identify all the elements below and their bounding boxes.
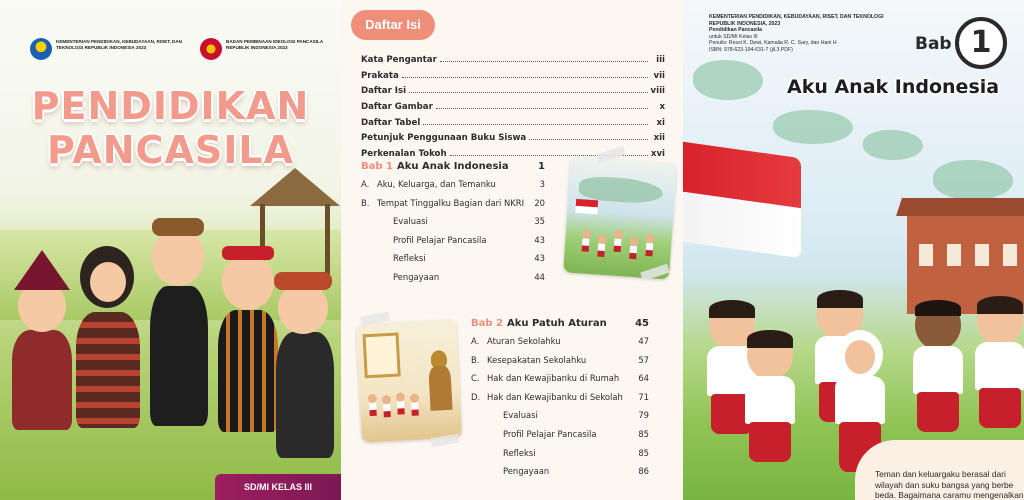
entry-title: Tempat Tinggalku Bagian dari NKRI bbox=[377, 197, 525, 208]
toc-row bbox=[361, 102, 665, 118]
meta-line: untuk SD/MI Kelas III bbox=[709, 33, 758, 40]
entry-title: Profil Pelajar Pancasila bbox=[393, 234, 487, 245]
toc-row-leader-dots bbox=[423, 124, 648, 125]
toc-row-page: xvi bbox=[650, 149, 665, 160]
entry-title: Kesepakatan Sekolahku bbox=[487, 354, 587, 365]
entry-page: 71 bbox=[638, 391, 649, 402]
chapter-1-entries bbox=[361, 161, 545, 291]
intro-line: beda. Bagaimana caramu mengenalkan bbox=[875, 490, 1024, 500]
toc-row bbox=[361, 118, 665, 134]
toc-row-label: Perkenalan Tokoh bbox=[361, 149, 447, 160]
toc-row-leader-dots bbox=[440, 61, 648, 62]
meta-line: REPUBLIK INDONESIA, 2023 bbox=[709, 20, 781, 27]
intro-line: wilayah dan suku bangsa yang berbe bbox=[875, 479, 1014, 490]
entry-page: 44 bbox=[534, 271, 545, 282]
book-metadata bbox=[709, 14, 919, 54]
toc-row-page: vii bbox=[653, 70, 665, 81]
chapter-heading-title: Aku Patuh Aturan bbox=[506, 318, 607, 329]
indonesia-map-illustration bbox=[933, 160, 1013, 200]
entry-page: 20 bbox=[534, 197, 545, 208]
chapter-label: Bab bbox=[915, 34, 952, 54]
chapter-bab-label: Bab 1 bbox=[361, 161, 393, 172]
indonesia-map-illustration bbox=[863, 130, 923, 160]
entry-key: C. bbox=[471, 373, 480, 384]
chapter-entry-row bbox=[471, 429, 649, 448]
tut-wuri-handayani-logo-icon bbox=[30, 38, 52, 60]
book-cover bbox=[0, 0, 341, 500]
chapter-entry-row bbox=[361, 235, 545, 254]
agency-text: BADAN PEMBINAAN IDEOLOGI PANCASILA REPUBLIK INDONESIA 2023 bbox=[226, 39, 323, 50]
toc-row bbox=[361, 71, 665, 87]
toc-row-label: Daftar Gambar bbox=[361, 102, 433, 113]
child-illustration-2 bbox=[66, 228, 148, 428]
chapter-entry-row bbox=[361, 253, 545, 272]
entry-title: Hak dan Kewajibanku di Rumah bbox=[487, 373, 620, 384]
chapter-entry-row bbox=[361, 272, 545, 291]
entry-page: 64 bbox=[638, 373, 649, 384]
entry-page: 35 bbox=[534, 216, 545, 227]
toc-row-leader-dots bbox=[409, 92, 647, 93]
chapter-heading-page: 45 bbox=[635, 318, 649, 329]
chapter-1-illustration bbox=[563, 156, 677, 279]
entry-key: B. bbox=[471, 354, 480, 365]
meta-line: Penulis: Ressi K. Dewi, Kamalia R. C. Sary, dan Hani H bbox=[709, 40, 837, 47]
chapter-entry-row bbox=[471, 392, 649, 411]
entry-page: 43 bbox=[534, 234, 545, 245]
meta-line: Pendidikan Pancasila bbox=[709, 27, 763, 34]
entry-page: 43 bbox=[534, 253, 545, 264]
garuda-logo-icon bbox=[200, 38, 222, 60]
entry-title: Refleksi bbox=[393, 253, 426, 264]
entry-title: Evaluasi bbox=[393, 216, 428, 227]
chapter-entry-row bbox=[471, 336, 649, 355]
entry-title: Aturan Sekolahku bbox=[487, 336, 561, 346]
chapter-heading-row bbox=[471, 318, 649, 336]
chapter-heading-page: 1 bbox=[538, 161, 545, 172]
entry-title: Hak dan Kewajibanku di Sekolah bbox=[487, 391, 623, 402]
entry-page: 79 bbox=[638, 410, 649, 421]
intro-text bbox=[875, 469, 1024, 500]
chapter-heading-row bbox=[361, 161, 545, 179]
child-illustration-5 bbox=[270, 258, 341, 458]
table-of-contents-page bbox=[341, 0, 683, 500]
entry-title: Aku, Keluarga, dan Temanku bbox=[377, 179, 496, 189]
entry-page: 3 bbox=[539, 179, 545, 189]
chapter-entry-row bbox=[471, 466, 649, 485]
entry-page: 47 bbox=[638, 336, 649, 346]
entry-title: Evaluasi bbox=[503, 410, 538, 421]
student-illustration bbox=[911, 300, 967, 450]
student-illustration bbox=[743, 330, 799, 480]
indonesian-flag-icon bbox=[683, 142, 801, 259]
toc-row-page: viii bbox=[650, 86, 665, 97]
toc-row-label: Kata Pengantar bbox=[361, 55, 437, 65]
chapter-2-illustration bbox=[356, 319, 462, 442]
entry-key: A. bbox=[471, 336, 480, 346]
chapter-entry-row bbox=[471, 448, 649, 467]
toc-row-page: iii bbox=[656, 55, 665, 65]
toc-row-leader-dots bbox=[529, 139, 648, 140]
publisher-logos bbox=[30, 38, 330, 62]
toc-row-label: Daftar Isi bbox=[361, 86, 407, 97]
meta-line: KEMENTERIAN PENDIDIKAN, KEBUDAYAAN, RISET, DAN TEKNOLOGI bbox=[709, 14, 884, 20]
chapter-opener-page bbox=[683, 0, 1024, 500]
indonesia-map-illustration bbox=[693, 60, 763, 100]
grade-band bbox=[215, 474, 341, 500]
chapter-2-entries bbox=[471, 318, 649, 485]
chapter-entry-row bbox=[471, 373, 649, 392]
chapter-bab-label: Bab 2 bbox=[471, 318, 503, 329]
chapter-entry-row bbox=[361, 198, 545, 217]
toc-row-label: Prakata bbox=[361, 70, 399, 81]
chapter-entry-row bbox=[471, 355, 649, 374]
student-illustration bbox=[975, 296, 1024, 446]
entry-title: Refleksi bbox=[503, 447, 536, 458]
toc-row-page: xi bbox=[656, 117, 665, 128]
toc-row-leader-dots bbox=[436, 108, 648, 109]
entry-key: D. bbox=[471, 391, 481, 402]
cover-title-line-2: PANCASILA bbox=[46, 128, 294, 172]
toc-row-page: x bbox=[659, 102, 665, 113]
grade-band-label: SD/MI KELAS III bbox=[243, 482, 312, 492]
entry-title: Pengayaan bbox=[503, 466, 550, 477]
entry-key: B. bbox=[361, 197, 370, 208]
intro-line: Teman dan keluargaku berasal dari bbox=[875, 469, 1006, 479]
toc-row-page: xii bbox=[653, 133, 665, 144]
chapter-entry-row bbox=[361, 216, 545, 235]
chapter-entry-row bbox=[471, 410, 649, 429]
chapter-heading-title: Aku Anak Indonesia bbox=[396, 161, 509, 172]
indonesia-map-illustration bbox=[773, 110, 853, 144]
child-illustration-3 bbox=[138, 206, 218, 426]
toc-header: Daftar Isi bbox=[351, 10, 435, 40]
entry-page: 57 bbox=[638, 354, 649, 365]
toc-row bbox=[361, 55, 665, 71]
ministry-text: KEMENTERIAN PENDIDIKAN, KEBUDAYAAN, RISET, DAN TEKNOLOGI REPUBLIK INDONESIA 2023 bbox=[56, 39, 183, 50]
entry-page: 85 bbox=[638, 447, 649, 458]
entry-page: 86 bbox=[638, 466, 649, 477]
toc-row-leader-dots bbox=[402, 77, 648, 78]
entry-title: Pengayaan bbox=[393, 271, 440, 282]
entry-title: Profil Pelajar Pancasila bbox=[503, 428, 597, 439]
entry-key: A. bbox=[361, 179, 370, 189]
cover-title bbox=[0, 84, 341, 172]
cover-title-line-1: PENDIDIKAN bbox=[31, 84, 310, 128]
toc-row bbox=[361, 86, 665, 102]
chapter-entry-row bbox=[361, 179, 545, 198]
toc-row-label: Daftar Tabel bbox=[361, 117, 421, 128]
toc-row-label: Petunjuk Penggunaan Buku Siswa bbox=[361, 133, 527, 144]
entry-page: 85 bbox=[638, 428, 649, 439]
chapter-number-badge: 1 bbox=[955, 17, 1007, 69]
meta-line: ISBN: 978-623-194-631-7 (jil.3 PDF) bbox=[709, 46, 793, 53]
chapter-title: Aku Anak Indonesia bbox=[787, 76, 1000, 98]
